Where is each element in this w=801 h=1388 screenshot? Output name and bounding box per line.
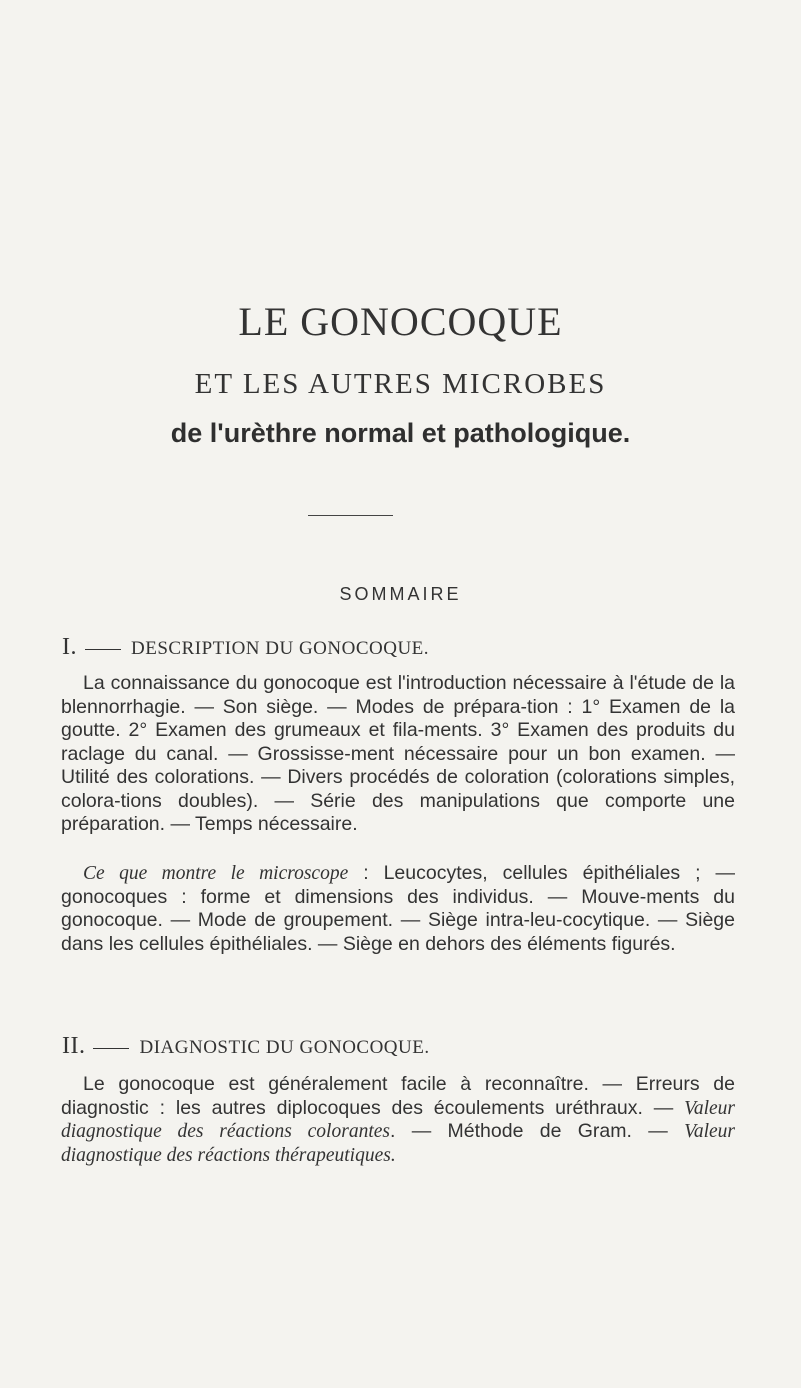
section-2-paragraph-1	[61, 1073, 735, 1167]
section-name: DESCRIPTION DU GONOCOQUE.	[131, 638, 430, 659]
sommaire-heading: SOMMAIRE	[339, 584, 462, 604]
paragraph-italic-text: Ce que montre le microscope	[83, 863, 349, 884]
section-1-paragraph-1	[61, 672, 735, 837]
section-number: II.	[62, 1033, 86, 1059]
divider-rule	[308, 515, 393, 516]
page-subtitle: ET LES AUTRES MICROBES	[194, 368, 607, 400]
paragraph-text: Le gonocoque est généralement facile à reconnaître. — Erreurs de diagnostic : les autres diplocoques des écoulements uréthraux. —	[61, 1073, 735, 1119]
section-dash	[85, 649, 121, 650]
section-dash	[93, 1048, 129, 1049]
paragraph-text: : Leucocytes, cellules épithéliales ; — gonocoques : forme et dimensions des individus. — Mouve-ments du gonocoque. — Mode de groupement. — Siège intra-leu-cocytique. — Siège dans les cellules épithéliales. — Siège en dehors des éléments figurés.	[61, 862, 735, 955]
page-subtitle-secondary: de l'urèthre normal et pathologique.	[170, 418, 631, 448]
section-number: I.	[62, 634, 77, 660]
page-title: LE GONOCOQUE	[238, 299, 563, 344]
paragraph-text: . — Méthode de Gram. —	[389, 1120, 685, 1142]
section-name: DIAGNOSTIC DU GONOCOQUE.	[139, 1037, 430, 1058]
section-1-paragraph-2	[61, 862, 735, 956]
paragraph-text: La connaissance du gonocoque est l'introduction nécessaire à l'étude de la blennorrhagie. — Son siège. — Modes de prépara-tion : 1° Examen de la goutte. 2° Examen des grumeaux et fila-ments. 3° Examen des produits du raclage du canal. — Grossisse-ment nécessaire pour un bon examen. — Utilité des colorations. — Divers procédés de coloration (colorations simples, colora-tions doubles). — Série des manipulations que comporte une préparation. — Temps nécessaire.	[61, 672, 735, 835]
section-heading-2	[62, 1033, 430, 1060]
paragraph-italic-text: Valeur diagnostique des réactions thérapeutiques.	[61, 1121, 736, 1166]
section-heading-1	[62, 634, 429, 661]
paragraph-italic-text: Valeur diagnostique des réactions colorantes	[61, 1097, 735, 1142]
